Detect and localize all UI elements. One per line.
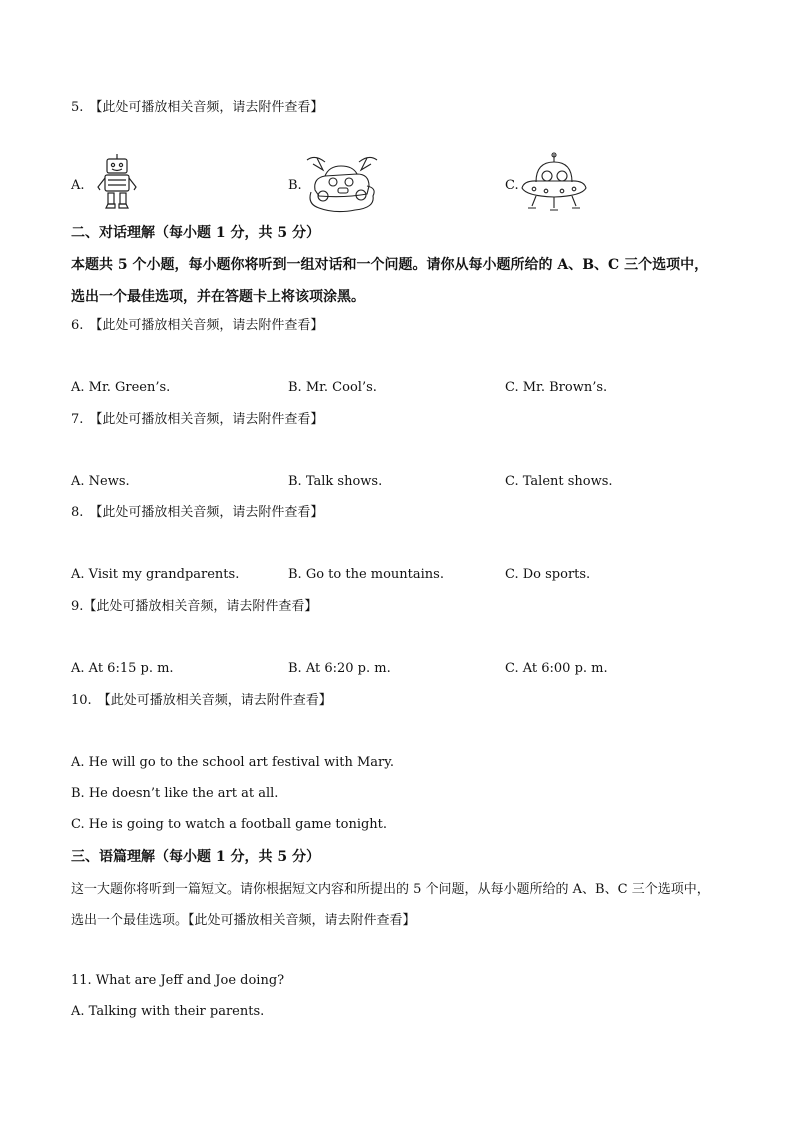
q8-option-c: C. Do sports.	[505, 567, 591, 582]
audio-placeholder: 【此处可播放相关音频，请去附件查看】	[89, 505, 324, 520]
q5-option-b-label: B.	[288, 178, 302, 193]
q10-option-c: C. He is going to watch a football game tonight.	[71, 817, 388, 832]
audio-placeholder: 【此处可播放相关音频，请去附件查看】	[89, 318, 324, 333]
q8-option-a: A. Visit my grandparents.	[71, 567, 240, 582]
section-2-heading: 二、对话理解（每小题 1 分，共 5 分）	[71, 225, 320, 241]
q7-option-a: A. News.	[71, 474, 130, 489]
q8-option-b: B. Go to the mountains.	[288, 567, 444, 582]
question-5	[71, 99, 323, 117]
q6-option-a: A. Mr. Green’s.	[71, 380, 171, 395]
question-number: 6.	[71, 318, 84, 333]
q5-option-c-label: C.	[505, 178, 519, 193]
q9-option-a: A. At 6:15 p. m.	[71, 661, 174, 676]
question-number: 9.	[71, 599, 84, 614]
section-3-instruction: 这一大题你将听到一篇短文。请你根据短文内容和所提出的 5 个问题，从每小题所给的 A、B、C 三个选项中，选出一个最佳选项。【此处可播放相关音频，请去附件查看】	[71, 882, 710, 928]
q9-option-b: B. At 6:20 p. m.	[288, 661, 391, 676]
question-number: 7.	[71, 412, 84, 427]
section-3-heading: 三、语篇理解（每小题 1 分，共 5 分）	[71, 849, 320, 865]
section-2-instruction: 本题共 5 个小题，每小题你将听到一组对话和一个问题。请你从每小题所给的 A、B、C 三个选项中，选出一个最佳选项，并在答题卡上将该项涂黑。	[71, 257, 709, 305]
audio-placeholder: 【此处可播放相关音频，请去附件查看】	[97, 693, 332, 708]
q6-option-c: C. Mr. Brown’s.	[505, 380, 608, 395]
question-11-stem: 11. What are Jeff and Joe doing?	[71, 973, 285, 988]
question-6	[71, 317, 323, 335]
audio-placeholder: 【此处可播放相关音频，请去附件查看】	[89, 412, 324, 427]
question-number: 5.	[71, 100, 84, 115]
question-7	[71, 411, 323, 429]
q6-option-b: B. Mr. Cool’s.	[288, 380, 377, 395]
audio-placeholder: 【此处可播放相关音频，请去附件查看】	[89, 100, 324, 115]
question-number: 8.	[71, 505, 84, 520]
question-8	[71, 504, 323, 522]
question-number: 10.	[71, 693, 92, 708]
q9-option-c: C. At 6:00 p. m.	[505, 661, 608, 676]
q7-option-b: B. Talk shows.	[288, 474, 383, 489]
audio-placeholder: 【此处可播放相关音频，请去附件查看】	[83, 599, 318, 614]
q5-option-a-label: A.	[71, 178, 85, 193]
q11-option-a: A. Talking with their parents.	[71, 1004, 265, 1019]
ufo-icon	[516, 152, 592, 212]
q7-option-c: C. Talent shows.	[505, 474, 613, 489]
question-10	[71, 692, 332, 710]
car-icon	[305, 152, 379, 214]
q10-option-a: A. He will go to the school art festival with Mary.	[71, 755, 395, 770]
question-9	[71, 598, 317, 616]
q10-option-b: B. He doesn’t like the art at all.	[71, 786, 279, 801]
robot-icon	[94, 152, 140, 212]
